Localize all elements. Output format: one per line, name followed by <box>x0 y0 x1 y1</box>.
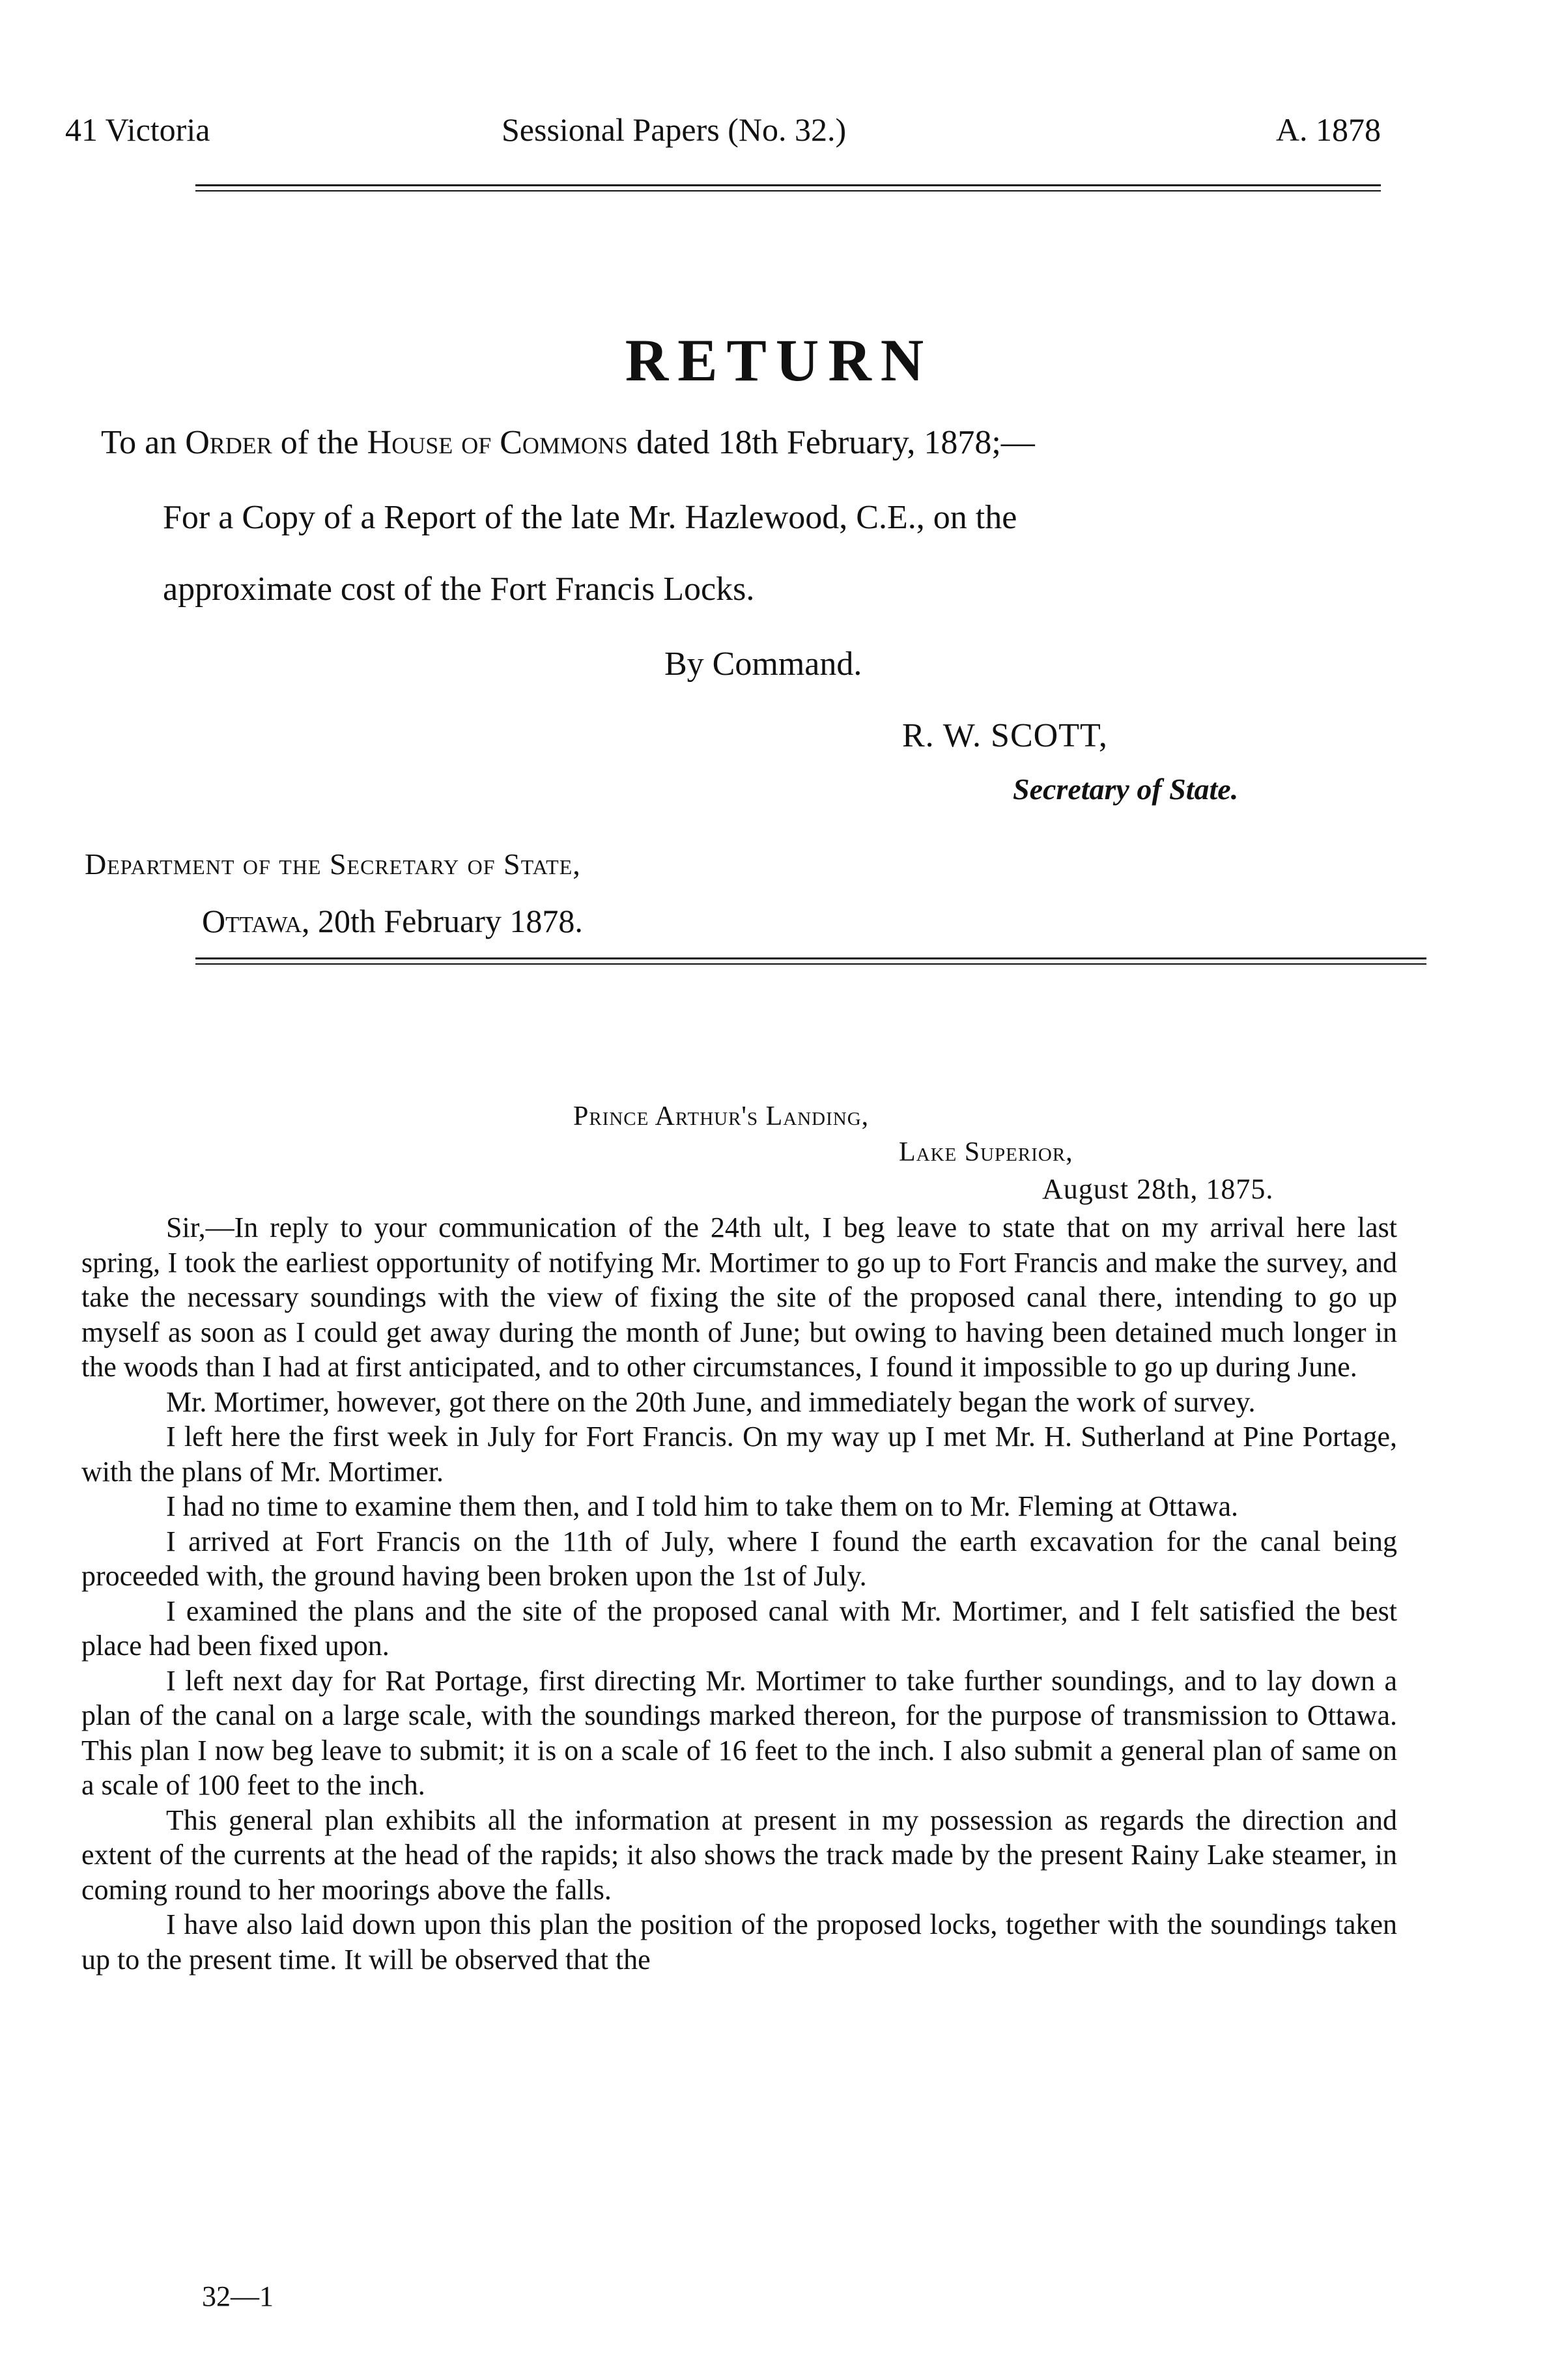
department-place-date <box>202 902 583 940</box>
order-line-2: For a Copy of a Report of the late Mr. Hazlewood, C.E., on the <box>163 499 1017 536</box>
document-title: RETURN <box>625 327 933 393</box>
letter-place-line-1: Prince Arthur's Landing, <box>573 1101 870 1131</box>
department-city: Ottawa <box>202 903 302 939</box>
header-divider <box>195 184 1381 191</box>
letter-paragraph: This general plan exhibits all the information at present in my possession as regards the direction and extent of the currents at the head of the rapids; it also shows the track made by the present Rainy Lake steamer, in coming round to her moorings above the falls. <box>81 1804 1397 1906</box>
section-divider <box>195 957 1426 965</box>
order-date: dated 18th February, 1878;— <box>627 424 1035 461</box>
signatory-title: Secretary of State. <box>1013 772 1239 806</box>
order-to: To an <box>101 424 186 461</box>
header-year: A. 1878 <box>1275 111 1381 148</box>
page-folio: 32—1 <box>202 2280 274 2312</box>
letter-paragraph: I left here the first week in July for Fort Francis. On my way up I met Mr. H. Sutherland at Pine Portage, with the plans of Mr. Mortimer. <box>81 1421 1397 1488</box>
department-name: Department of the Secretary of State, <box>85 847 581 881</box>
letter-paragraph: I examined the plans and the site of the proposed canal with Mr. Mortimer, and I felt satisfied the best place had been fixed upon. <box>81 1594 1397 1662</box>
order-of: of the <box>272 424 367 461</box>
letter-paragraph: I had no time to examine them then, and I told him to take them on to Mr. Fleming at Ottawa. <box>166 1490 1239 1522</box>
letter-paragraph: I have also laid down upon this plan the position of the proposed locks, together with the soundings taken up to the present time. It will be observed that the <box>81 1908 1397 1976</box>
order-house: House of Commons <box>367 424 628 461</box>
letter-paragraph: I arrived at Fort Francis on the 11th of July, where I found the earth excavation for the canal being proceeded with, the ground having been broken upon the 1st of July. <box>81 1525 1397 1592</box>
letter-paragraph: I left next day for Rat Portage, first directing Mr. Mortimer to take further soundings, and to lay down a plan of the canal on a large scale, with the soundings marked thereon, for the purpose of transmission to Ottawa. This plan I now beg leave to submit; it is on a scale of 16 feet to the inch. I also submit a general plan of same on a scale of 100 feet to the inch. <box>81 1664 1397 1801</box>
header-sessional-papers: Sessional Papers (No. 32.) <box>502 111 847 148</box>
letter-place-line-2: Lake Superior, <box>899 1137 1073 1167</box>
by-command: By Command. <box>664 645 862 683</box>
header-volume: 41 Victoria <box>65 111 210 148</box>
order-line-3: approximate cost of the Fort Francis Locks. <box>163 571 755 608</box>
order-word: Order <box>185 424 272 461</box>
order-line-1 <box>101 423 1035 462</box>
letter-paragraph: Sir,—In reply to your communication of the 24th ult, I beg leave to state that on my arrival here last spring, I took the earliest opportunity of notifying Mr. Mortimer to go up to Fort Francis and make the survey, and take the necessary soundings with the view of fixing the site of the proposed canal there, intending to go up myself as soon as I could get away during the month of June; but owing to having been detained much longer in the woods than I had at first anticipated, and to other circumstances, I found it impossible to go up during June. <box>81 1211 1397 1383</box>
running-header <box>65 111 1381 156</box>
letter-body <box>81 1210 1397 1977</box>
letter-date: August 28th, 1875. <box>1042 1173 1274 1205</box>
letter-paragraph: Mr. Mortimer, however, got there on the 20th June, and immediately began the work of survey. <box>166 1385 1256 1418</box>
department-date: , 20th February 1878. <box>301 903 583 939</box>
signatory-name: R. W. SCOTT, <box>902 717 1108 754</box>
